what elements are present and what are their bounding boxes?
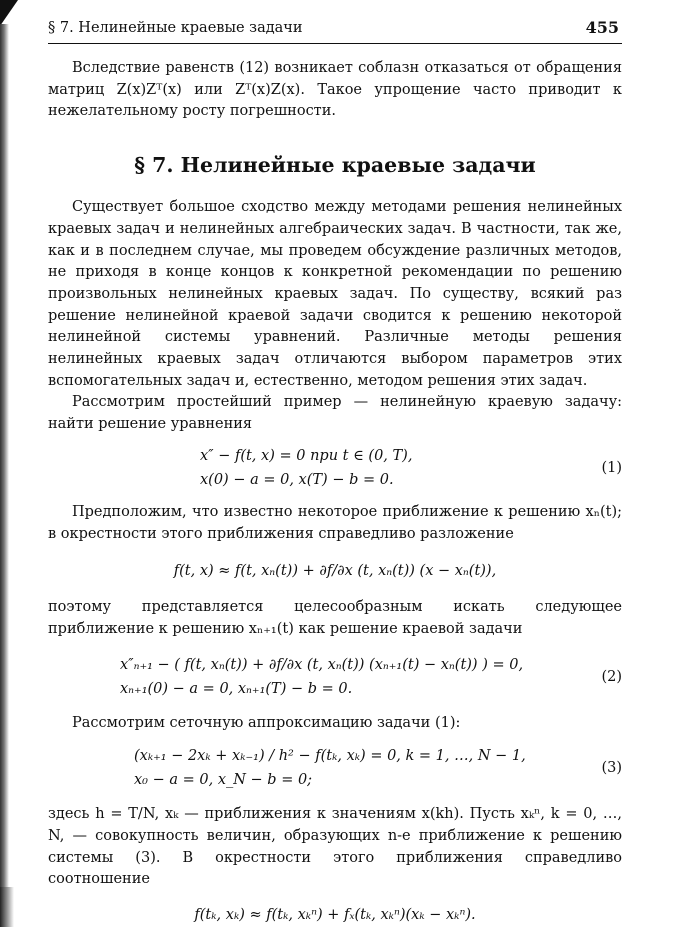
equation-3 (48, 744, 622, 792)
equation-3-line-2: x₀ − a = 0, x_N − b = 0; (134, 772, 313, 789)
scan-corner-top-left (0, 0, 18, 26)
equation-2-line-1: x″ₙ₊₁ − ( f(t, xₙ(t)) + ∂f/∂x (t, xₙ(t)) (xₙ₊₁(t) − xₙ(t)) ) = 0, (120, 656, 524, 673)
equation-3-line-1: (xₖ₊₁ − 2xₖ + xₖ₋₁) / h² − f(tₖ, xₖ) = 0, k = 1, …, N − 1, (134, 748, 526, 765)
page-body (48, 50, 622, 927)
running-head: § 7. Нелинейные краевые задачи (48, 20, 303, 36)
paragraph-5: Рассмотрим сеточную аппроксимацию задачи (1): (72, 714, 461, 731)
paragraph-3: Предположим, что известно некоторое приближение к решению xₙ(t); в окрестности этого приближения справедливо разложение (48, 503, 622, 542)
intro-paragraph: Вследствие равенств (12) возникает соблазн отказаться от обращения матриц Z(x)Zᵀ(x) или Zᵀ(x)Z(x). Такое упрощение часто приводит к нежелательному росту погрешности. (48, 60, 622, 120)
final-formula: f(tₖ, xₖ) ≈ f(tₖ, xₖⁿ) + fₓ(tₖ, xₖⁿ)(xₖ − xₖⁿ). (194, 907, 476, 924)
equation-2 (48, 653, 622, 701)
final-equation (48, 903, 622, 927)
section-title: § 7. Нелинейные краевые задачи (134, 153, 536, 178)
equation-1-line-2: x(0) − a = 0, x(T) − b = 0. (200, 471, 394, 488)
page-number: 455 (585, 18, 619, 37)
equation-3-number: (3) (601, 760, 622, 777)
equation-1-number: (1) (601, 459, 622, 476)
header-rule (48, 43, 622, 44)
expansion-equation (48, 559, 622, 583)
paragraph-2: Рассмотрим простейший пример — нелинейную краевую задачу: найти решение уравнения (48, 394, 622, 433)
equation-2-number: (2) (601, 668, 622, 685)
equation-1 (48, 444, 622, 492)
paragraph-1: Существует большое сходство между методами решения нелинейных краевых задач и нелинейных алгебраических задач. В частности, так же, как и в последнем случае, мы проведем обсуждение различных методов, не приходя в конце концов к конкретной рекомендации по решению произвольных нелинейных краевых задач. По существу, всякий раз решение нелинейной краевой задачи сводится к решению некоторой нелинейной системы уравнений. Различные методы решения нелинейных краевых задач отличаются выбором параметров этих вспомогательных задач и, естественно, методом решения этих задач. (48, 199, 622, 389)
expansion-formula: f(t, x) ≈ f(t, xₙ(t)) + ∂f/∂x (t, xₙ(t)) (x − xₙ(t)), (173, 563, 497, 580)
equation-2-line-2: xₙ₊₁(0) − a = 0, xₙ₊₁(T) − b = 0. (120, 680, 353, 697)
scan-edge-left (0, 24, 9, 924)
equation-1-line-1: x″ − f(t, x) = 0 при t ∈ (0, T), (200, 447, 413, 464)
paragraph-4: поэтому представляется целесообразным искать следующее приближение к решению xₙ₊₁(t) как решение краевой задачи (48, 599, 622, 637)
scan-corner-bottom-left (0, 887, 14, 927)
paragraph-6: здесь h = T/N, xₖ — приближения к значениям x(kh). Пусть xₖⁿ, k = 0, …, N, — совокупность величин, образующих n-е приближение к решению системы (3). В окрестности этого приближения справедливо соотношение (48, 806, 622, 888)
